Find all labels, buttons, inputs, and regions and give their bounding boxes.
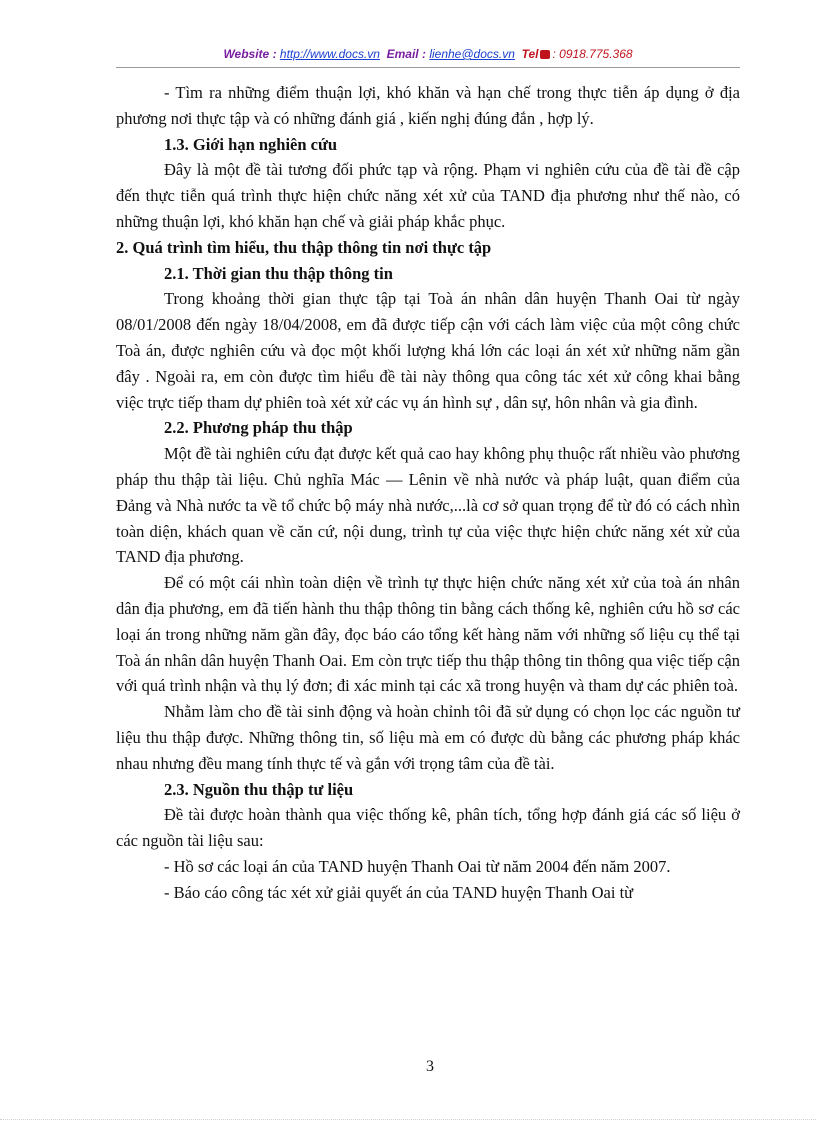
section-heading-2-3: 2.3. Nguồn thu thập tư liệu [164, 779, 354, 799]
header-divider [116, 67, 740, 68]
list-item: - Hồ sơ các loại án của TAND huyện Thanh Oai từ năm 2004 đến năm 2007. [164, 856, 671, 876]
list-item: - Báo cáo công tác xét xử giải quyết án của TAND huyện Thanh Oai từ [164, 882, 634, 902]
paragraph: Một đề tài nghiên cứu đạt được kết quả cao hay không phụ thuộc rất nhiều vào phương pháp thu thập tài liệu. Chủ nghĩa Mác — Lênin về nhà nước và pháp luật, quan điểm của Đảng và Nhà nước ta về tổ chức bộ máy nhà nước,...là cơ sở quan trọng để từ đó có cách nhìn toàn diện, khách quan về căn cứ, nội dung, trình tự của việc thực hiện chức năng xét xử của TAND địa phương. [116, 444, 740, 567]
paragraph: Đề tài được hoàn thành qua việc thống kê, phân tích, tổng hợp đánh giá các số liệu ở các nguồn tài liệu sau: [116, 805, 740, 851]
paragraph: - Tìm ra những điểm thuận lợi, khó khăn và hạn chế trong thực tiễn áp dụng ở địa phương nơi thực tập và có những đánh giá , kiến nghị đúng đắn , hợp lý. [116, 83, 740, 128]
website-label: Website : [223, 47, 277, 61]
footer-divider [0, 1119, 816, 1120]
section-heading-2: 2. Quá trình tìm hiểu, thu thập thông tin nơi thực tập [116, 237, 492, 257]
paragraph: Đây là một đề tài tương đối phức tạp và rộng. Phạm vi nghiên cứu của đề tài đề cập đến thực tiễn quá trình thực hiện chức năng xét xử của TAND địa phương như thế nào, có những thuận lợi, khó khăn hạn chế và giải pháp khắc phục. [116, 160, 740, 231]
tel-label: Tel [521, 47, 539, 61]
phone-icon [540, 50, 550, 59]
email-label: Email : [386, 47, 426, 61]
document-body [116, 80, 740, 906]
page-number: 3 [426, 1058, 434, 1075]
section-heading-2-1: 2.1. Thời gian thu thập thông tin [164, 263, 393, 283]
tel-value: : 0918.775.368 [552, 47, 633, 61]
email-link[interactable]: lienhe@docs.vn [429, 47, 515, 61]
paragraph: Để có một cái nhìn toàn diện về trình tự thực hiện chức năng xét xử của toà án nhân dân địa phương, em đã tiến hành thu thập thông tin bằng cách thống kê, nghiên cứu hồ sơ các loại án trong những năm gần đây, đọc báo cáo tổng kết hàng năm với những số liệu cụ thể tại Toà án nhân dân huyện Thanh Oai. Em còn trực tiếp thu thập thông tin thông qua việc tiếp cận với quá trình nhận và thụ lý đơn; đi xác minh tại các xã trong huyện và tham dự các phiên toà. [116, 573, 740, 696]
section-heading-1-3: 1.3. Giới hạn nghiên cứu [164, 134, 338, 154]
section-heading-2-2: 2.2. Phương pháp thu thập [164, 418, 353, 438]
paragraph: Nhằm làm cho đề tài sinh động và hoàn chỉnh tôi đã sử dụng có chọn lọc các nguồn tư liệu thu thập được. Những thông tin, số liệu mà em có được dù bằng các phương pháp khác nhau nhưng đều mang tính thực tế và gắn với trọng tâm của đề tài. [116, 702, 740, 773]
website-link[interactable]: http://www.docs.vn [279, 47, 380, 61]
paragraph: Trong khoảng thời gian thực tập tại Toà án nhân dân huyện Thanh Oai từ ngày 08/01/2008 đến ngày 18/04/2008, em đã được tiếp cận với cách làm việc của một công chức Toà án, được nghiên cứu và đọc một khối lượng khá lớn các loại án xét xử những năm gần đây . Ngoài ra, em còn được tìm hiểu đề tài này thông qua công tác xét xử công khai bằng việc trực tiếp tham dự phiên toà xét xử các vụ án hình sự , dân sự, hôn nhân và gia đình. [116, 289, 740, 412]
page-header [116, 47, 740, 61]
